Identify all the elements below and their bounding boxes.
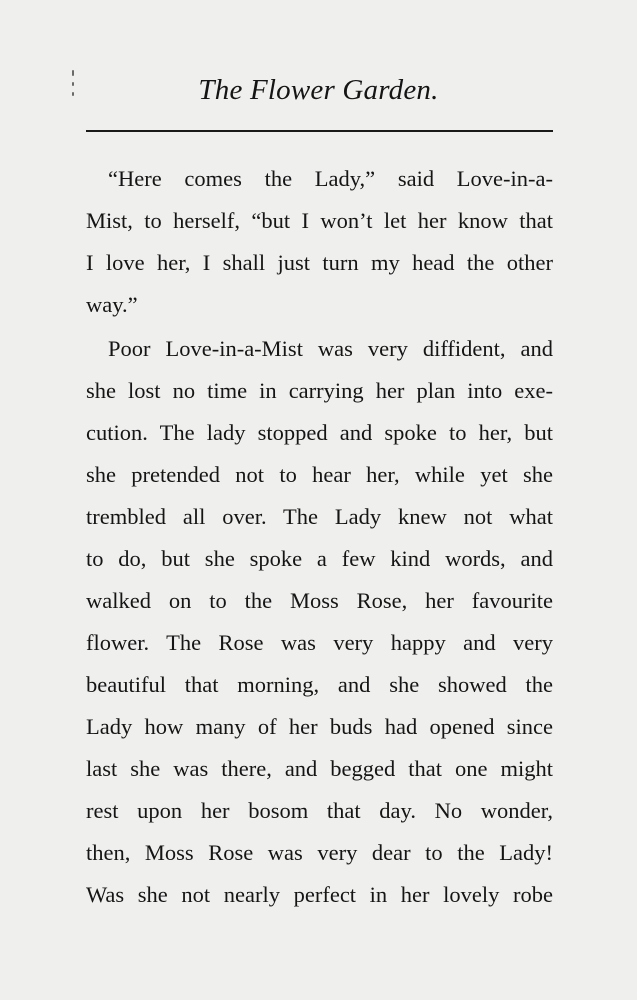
header-rule: [86, 130, 553, 132]
text-line: beautiful that morning, and she showed the: [86, 672, 553, 697]
body-text: [86, 158, 553, 916]
text-line: rest upon her bosom that day. No wonder,: [86, 798, 553, 823]
paragraph-2: [86, 328, 553, 916]
text-line: last she was there, and begged that one might: [86, 756, 553, 781]
running-head: The Flower Garden.: [198, 74, 439, 106]
text-line: “Here comes the Lady,” said Love-in-a-: [108, 166, 553, 191]
text-line: way.”: [86, 292, 138, 317]
text-line: to do, but she spoke a few kind words, and: [86, 546, 553, 571]
paragraph-1: [86, 158, 553, 326]
text-line: flower. The Rose was very happy and very: [86, 630, 553, 655]
text-line: Poor Love-in-a-Mist was very diffident, and: [108, 336, 553, 361]
text-line: she lost no time in carrying her plan into exe-: [86, 378, 553, 403]
text-line: Was she not nearly perfect in her lovely robe: [86, 882, 553, 907]
text-line: Lady how many of her buds had opened since: [86, 714, 553, 739]
text-line: cution. The lady stopped and spoke to her, but: [86, 420, 553, 445]
text-line: then, Moss Rose was very dear to the Lady!: [86, 840, 553, 865]
text-line: I love her, I shall just turn my head the other: [86, 250, 553, 275]
text-line: trembled all over. The Lady knew not what: [86, 504, 553, 529]
text-line: she pretended not to hear her, while yet she: [86, 462, 553, 487]
text-line: Mist, to herself, “but I won’t let her know that: [86, 208, 553, 233]
text-line: walked on to the Moss Rose, her favourite: [86, 588, 553, 613]
